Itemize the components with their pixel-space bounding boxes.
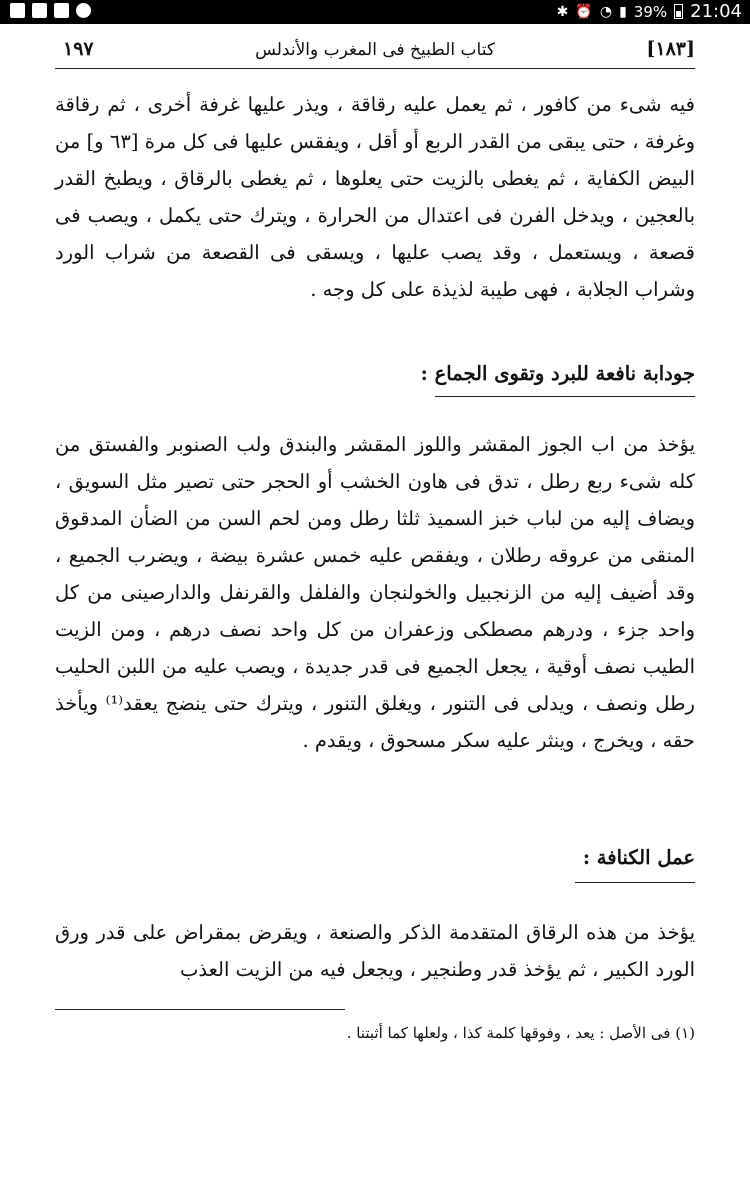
page-number: ١٩٧: [63, 38, 94, 60]
section-heading-1: جودابة نافعة للبرد وتقوى الجماع :: [420, 362, 695, 385]
paragraph-1: فيه شىء من كافور ، ثم يعمل عليه رقاقة ، ويذر عليها غرفة أخرى ، ثم رقاقة وغرفة ، حتى يبقى من القدر الربع أو أقل ، ويفقس عليها فى كل مرة [٦٣ و] من البيض الكفاية ، ثم يغطى بالزيت حتى يعلوها ، ثم يغطى بالرقاق ، ويطبخ القدر بالعجين ، ويدخل الفرن فى اعتدال من الحرارة ، ويترك حتى يكمل ، ويصب فى قصعة ، ويستعمل ، وقد يصب عليها ، ويسقى فى القصعة من شراب الورد وشراب الجلابة ، فهى طيبة لذيذة على كل وجه .: [55, 93, 695, 301]
signal-icon: ▮: [619, 3, 627, 20]
header-bracket-number: [١٨٣]: [646, 38, 695, 60]
cloud-icon: [76, 3, 91, 18]
paragraph-3: يؤخذ من هذه الرقاق المتقدمة الذكر والصنعة ، ويقرض بمقراض على قدر ورق الورد الكبير ، ثم يؤخذ قدر وطنجير ، ويجعل فيه من الزيت العذب: [55, 921, 695, 981]
book-page: [55, 24, 695, 1200]
mail-icon: [32, 3, 47, 18]
flipboard-icon: [10, 3, 25, 18]
page-header: [55, 38, 695, 70]
gallery-icon: [54, 3, 69, 18]
heading-rule-1: [435, 396, 695, 397]
heading-rule-2: [575, 882, 695, 883]
notification-icons: [10, 3, 91, 18]
header-title: كتاب الطبيخ فى المغرب والأندلس: [255, 40, 495, 60]
status-bar: [0, 0, 750, 24]
section-heading-2: عمل الكنافة :: [582, 846, 695, 869]
header-rule: [55, 68, 695, 69]
clock: 21:04: [690, 1, 742, 22]
bluetooth-icon: ✱: [556, 3, 569, 20]
alarm-icon: ⏰: [575, 3, 593, 20]
footnote: (١) فى الأصل : يعد ، وفوقها كلمة كذا ، ولعلها كما أثبتنا .: [346, 1024, 695, 1042]
battery-icon: [674, 4, 683, 19]
wifi-icon: ◔: [599, 3, 613, 20]
paragraph-2: يؤخذ من اب الجوز المقشر واللوز المقشر والبندق ولب الصنوبر والفستق من كله شىء ربع رطل ، تدق فى هاون الخشب أو الحجر حتى تصير مثل السويق ، ويضاف إليه من لباب خبز السميذ ثلثا رطل ومن لحم السن من الضأن المدقوق المنقى من عروقه رطلان ، ويفقص عليه خمس عشرة بيضة ، ويضرب الجميع ، وقد أضيف إليه من الزنجبيل والخولنجان والفلفل والقرنفل والدارصينى من كل واحد جزء ، ودرهم مصطكى وزعفران من كل واحد نصف درهم ، ومن الزيت الطيب نصف أوقية ، يجعل الجميع فى قدر جديدة ، ويصب عليه من اللبن الحليب رطل ونصف ، ويدلى فى التنور ، ويغلق التنور ، ويترك حتى ينضج يعقد⁽¹⁾ ويأخذ حقه ، ويخرج ، وينثر عليه سكر مسحوق ، ويقدم .: [55, 433, 695, 752]
footnote-rule: [55, 1009, 345, 1010]
system-icons: [557, 1, 742, 22]
battery-percent: 39%: [633, 2, 668, 21]
